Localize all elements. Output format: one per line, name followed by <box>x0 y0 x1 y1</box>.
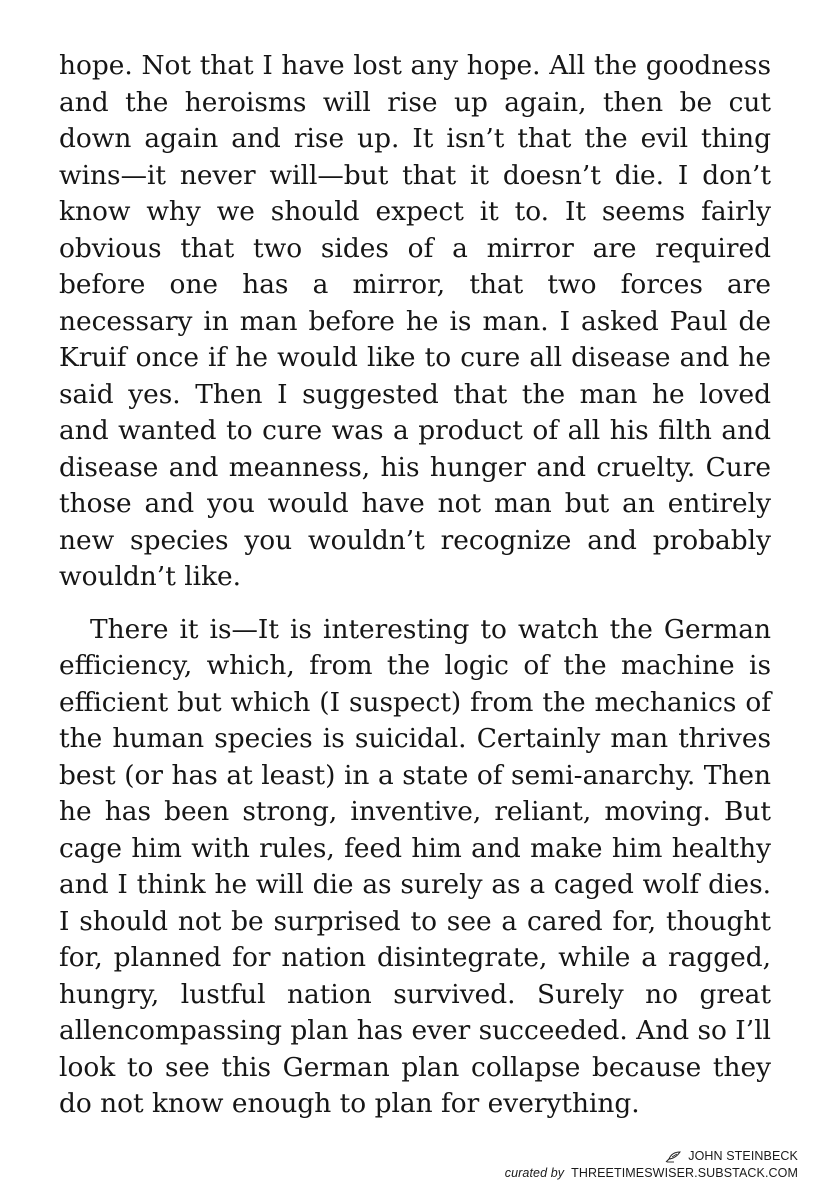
curator-link[interactable]: THREETIMESWISER.SUBSTACK.COM <box>571 1166 798 1180</box>
curator-line <box>505 1165 798 1182</box>
paragraph-1: hope. Not that I have lost any hope. All the goodness and the heroisms will rise up again, then be cut down again and rise up. It isn’t that the evil thing wins—it never will—but that it doesn’t die. I don’t know why we should expect it to. It seems fairly obvious that two sides of a mirror are required before one has a mirror, that two forces are necessary in man before he is man. I asked Paul de Kruif once if he would like to cure all disease and he said yes. Then I suggested that the man he loved and wanted to cure was a product of all his filth and disease and meanness, his hunger and cruelty. Cure those and you would have not man but an entirely new species you wouldn’t recognize and probably wouldn’t like. <box>59 50 771 592</box>
attribution-footer <box>505 1148 798 1182</box>
paragraph-2: There it is—It is interesting to watch the German efficiency, which, from the logic of the machine is efficient but which (I suspect) from the mechanics of the human species is suicidal. Certainly man thrives best (or has at least) in a state of semi-anarchy. Then he has been strong, inventive, reliant, moving. But cage him with rules, feed him and make him healthy and I think he will die as surely as a caged wolf dies. I should not be surprised to see a cared for, thought for, planned for nation disintegrate, while a ragged, hungry, lustful nation survived. Surely no great allencompassing plan has ever succeeded. And so I’ll look to see this German plan collapse because they do not know enough to plan for everything. <box>59 613 771 1119</box>
author-name: JOHN STEINBECK <box>688 1149 798 1163</box>
author-line <box>505 1148 798 1165</box>
letter-excerpt <box>59 48 771 1123</box>
curated-by-label: curated by <box>504 1166 565 1180</box>
quill-pen-icon <box>665 1151 681 1163</box>
